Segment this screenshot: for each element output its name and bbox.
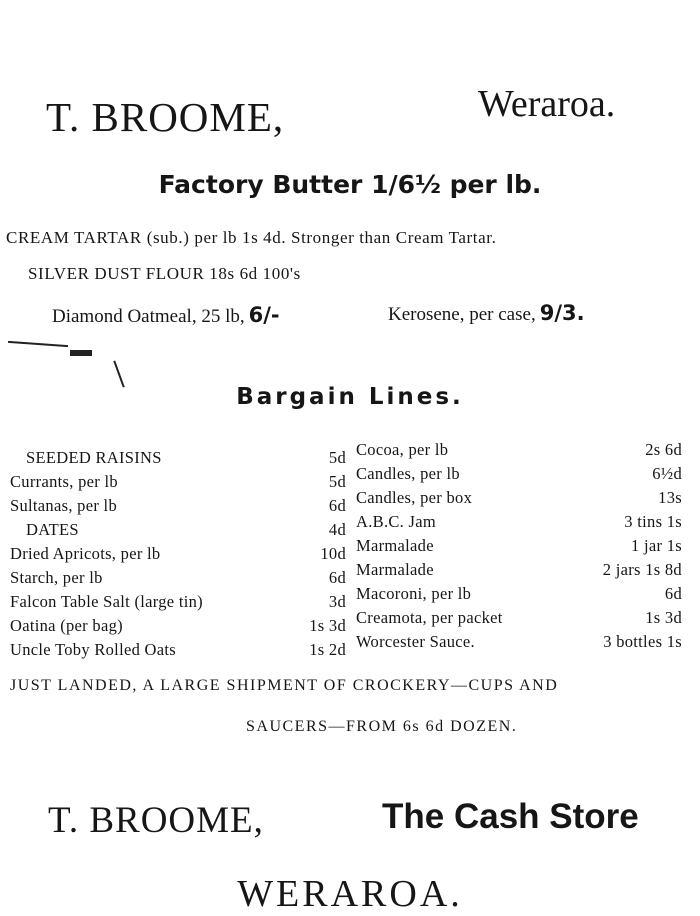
kerosene-label: Kerosene, per case,: [388, 304, 536, 325]
item-price: 5d: [328, 448, 346, 467]
item-price: 5d: [328, 472, 346, 491]
item-name: Candles, per lb: [356, 464, 460, 483]
list-item: [356, 488, 682, 512]
item-price: 1 jar 1s: [631, 536, 682, 555]
item-price: 1s 3d: [645, 608, 682, 627]
list-item: [0, 616, 346, 640]
list-item: [0, 544, 346, 568]
item-name: Creamota, per packet: [356, 608, 503, 627]
list-item: [0, 496, 346, 520]
item-price: 2 jars 1s 8d: [602, 560, 682, 579]
item-price: 6d: [328, 568, 346, 587]
item-name: Cocoa, per lb: [356, 440, 449, 459]
item-price: 13s: [658, 488, 682, 507]
flour-line: SILVER DUST FLOUR 18s 6d 100's: [28, 264, 301, 283]
oatmeal-price: 6/-: [248, 303, 280, 327]
item-name: Marmalade: [356, 560, 434, 579]
footer-store-name: T. BROOME,: [48, 800, 264, 841]
item-price: 6d: [328, 496, 346, 515]
item-name: Currants, per lb: [10, 472, 118, 491]
item-price: 10d: [320, 544, 346, 563]
item-name: Worcester Sauce.: [356, 632, 475, 651]
list-item: [0, 472, 346, 496]
landed-line-1: JUST LANDED, A LARGE SHIPMENT OF CROCKERY—CUPS AND: [10, 677, 559, 694]
left-price-list: [0, 448, 346, 664]
item-price: 6d: [664, 584, 682, 603]
landed-line-2: SAUCERS—FROM 6s 6d DOZEN.: [246, 718, 518, 735]
item-price: 3 bottles 1s: [603, 632, 682, 651]
item-price: 3d: [328, 592, 346, 611]
item-price: 1s 2d: [309, 640, 346, 659]
item-price: 1s 3d: [309, 616, 346, 635]
scan-mark-dash: [8, 341, 68, 347]
list-item: [0, 448, 346, 472]
list-item: [356, 608, 682, 632]
list-item: [0, 568, 346, 592]
list-item: [0, 640, 346, 664]
item-price: 6½d: [652, 464, 682, 483]
oatmeal-line: [52, 303, 280, 328]
item-name: Oatina (per bag): [10, 616, 123, 635]
list-item: [356, 464, 682, 488]
item-name: Dried Apricots, per lb: [10, 544, 161, 563]
item-name: Uncle Toby Rolled Oats: [10, 640, 176, 659]
list-item: [356, 536, 682, 560]
kerosene-line: [388, 301, 585, 326]
item-name: SEEDED RAISINS: [26, 448, 162, 467]
item-price: 4d: [328, 520, 346, 539]
item-name: DATES: [26, 520, 79, 539]
item-name: Macoroni, per lb: [356, 584, 472, 603]
item-name: Sultanas, per lb: [10, 496, 117, 515]
right-price-list: [356, 440, 682, 656]
header-town: Weraroa.: [478, 83, 616, 125]
item-price: 3 tins 1s: [624, 512, 682, 531]
kerosene-price: 9/3.: [539, 301, 585, 325]
list-item: [356, 632, 682, 656]
list-item: [0, 592, 346, 616]
oatmeal-label: Diamond Oatmeal, 25 lb,: [52, 306, 245, 327]
list-item: [356, 584, 682, 608]
list-item: [356, 440, 682, 464]
header-store-name: T. BROOME,: [46, 94, 285, 140]
scan-mark-blot: [70, 350, 92, 356]
item-name: A.B.C. Jam: [356, 512, 437, 531]
bargain-title: Bargain Lines.: [236, 384, 464, 410]
item-name: Candles, per box: [356, 488, 473, 507]
list-item: [356, 512, 682, 536]
item-price: 2s 6d: [645, 440, 682, 459]
list-item: [0, 520, 346, 544]
cream-tartar-line: CREAM TARTAR (sub.) per lb 1s 4d. Stronger than Cream Tartar.: [6, 228, 497, 247]
butter-headline: Factory Butter 1/6½ per lb.: [158, 170, 542, 199]
item-name: Starch, per lb: [10, 568, 103, 587]
item-name: Falcon Table Salt (large tin): [10, 592, 203, 611]
list-item: [356, 560, 682, 584]
item-name: Marmalade: [356, 536, 434, 555]
footer-store-tagline: The Cash Store: [382, 797, 639, 836]
footer-town: WERAROA.: [237, 873, 463, 915]
